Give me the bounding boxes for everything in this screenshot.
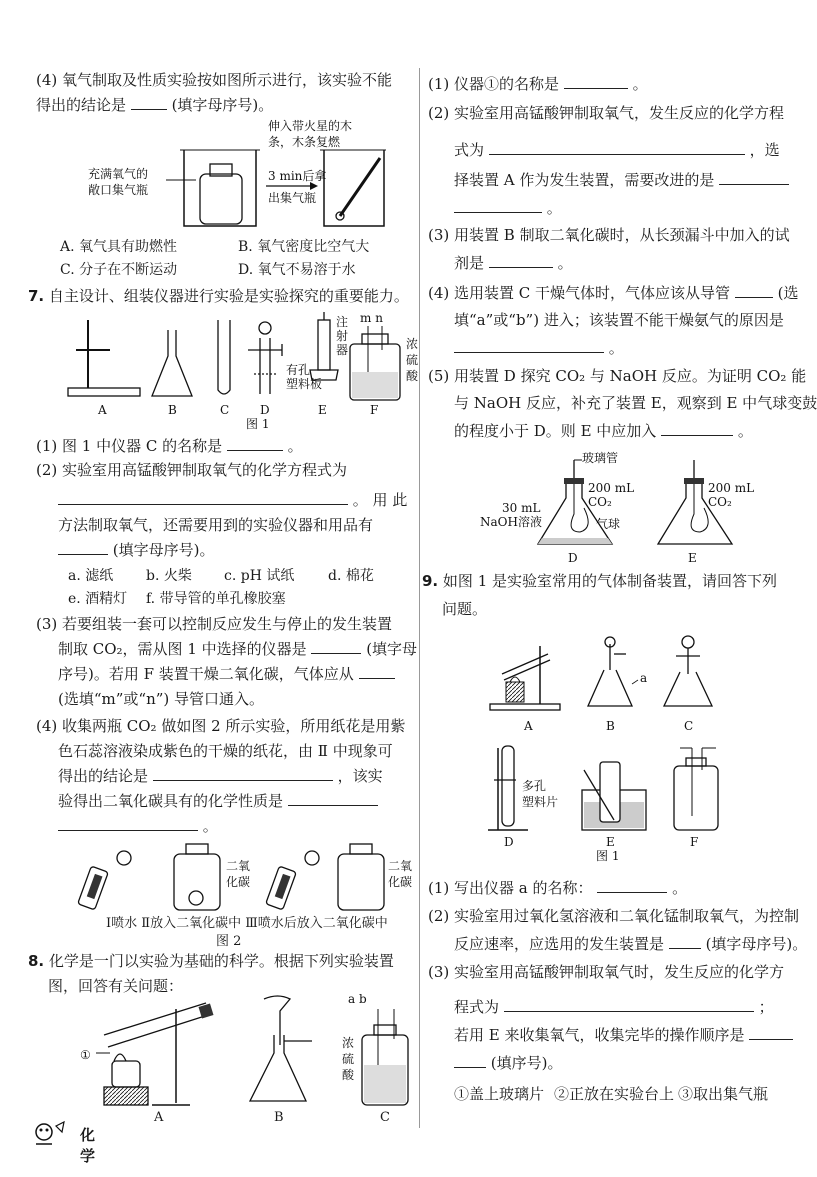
- q7-label-a: A: [98, 403, 107, 417]
- q9-plate1: 多孔: [522, 779, 547, 793]
- q7-d-note2: 塑料板: [286, 377, 323, 391]
- q8-2d: [454, 198, 562, 218]
- q9-3c: [454, 1025, 793, 1045]
- q8-stem2: 图，回答有关问题：: [48, 977, 184, 995]
- q8-2a: (2) 实验室用高锰酸钾制取氧气，发生反应的化学方程: [428, 104, 785, 122]
- q8-4a-text: (4) 选用装置 C 干燥气体时，气体应该从导管: [428, 284, 731, 302]
- q7-label-b: B: [168, 403, 177, 417]
- q8-co2-e: CO₂: [708, 495, 732, 509]
- q8-2c: [454, 170, 789, 190]
- q7-4e-tail: 。: [202, 817, 218, 835]
- q8-ab: a b: [348, 992, 367, 1006]
- q6-option-d: D. 氧气不易溶于水: [238, 262, 356, 278]
- q7-figure-1: [48, 308, 419, 431]
- q8-2b-tail: ，选: [749, 141, 780, 159]
- q7-4c-text: 得出的结论是: [58, 767, 149, 785]
- q8-co2-d: CO₂: [588, 495, 612, 509]
- q8-1-tail: 。: [632, 75, 648, 93]
- q7-fig2-co2b: 化碳: [226, 875, 251, 889]
- q6-4-line2: [36, 95, 273, 115]
- answer-blank[interactable]: [489, 140, 745, 155]
- q7-2c: 方法制取氧气，还需要用到的实验仪器和用品有: [58, 516, 374, 534]
- q8-2c-text: 择装置 A 作为发生装置，需要改进的是: [454, 171, 715, 189]
- q7-fig2-co2b-2: 化碳: [388, 875, 413, 889]
- answer-blank[interactable]: [454, 338, 604, 353]
- q7-3b-tail: (填字母: [366, 640, 418, 658]
- q7-e-note-1: 注: [336, 315, 349, 329]
- q8-acid-2: 硫: [342, 1052, 355, 1066]
- answer-blank[interactable]: [504, 997, 754, 1012]
- q7-3b-text: 制取 CO₂，需从图 1 中选择的仪器是: [58, 640, 307, 658]
- q7-figure-2: [76, 840, 416, 912]
- q6-label-jar2: 敞口集气瓶: [88, 183, 149, 197]
- answer-blank[interactable]: [735, 283, 773, 298]
- q8-5b: 与 NaOH 反应，补充了装置 E，观察到 E 中气球变鼓: [454, 394, 817, 412]
- q9-3d-tail: (填序号)。: [490, 1054, 563, 1072]
- q7-4c-tail: ，该实: [337, 767, 383, 785]
- mascot-logo-icon: [30, 1118, 70, 1148]
- q8-glass-tube: 玻璃管: [582, 451, 619, 465]
- q9-2a: (2) 实验室用过氧化氢溶液和二氧化锰制取氧气，为控制: [428, 907, 800, 925]
- q8-naoh: NaOH溶液: [480, 515, 542, 529]
- q6-arrow-bottom: 出集气瓶: [268, 191, 317, 205]
- q7-fig2-co2a: 二氧: [226, 859, 251, 873]
- q9-3b-text: 程式为: [454, 998, 500, 1016]
- q9-stem2: 问题。: [442, 600, 488, 618]
- q8-2b-text: 式为: [454, 141, 485, 159]
- q9-3-opt-3: ③取出集气瓶: [678, 1085, 769, 1103]
- q9-stem1: [422, 571, 777, 591]
- q9-caption: 图 1: [596, 849, 620, 863]
- answer-blank[interactable]: [58, 816, 198, 831]
- q7-label-d: D: [260, 403, 270, 417]
- q7-2-opt-c: c. pH 试纸: [224, 568, 295, 584]
- q8-label-b: B: [274, 1110, 284, 1125]
- q9-label-a: A: [524, 719, 533, 733]
- q9-3b: [454, 997, 774, 1017]
- answer-blank[interactable]: [131, 95, 167, 110]
- q8-4c: [454, 338, 624, 358]
- q7-f-note: [406, 337, 419, 383]
- q7-d-note1: 有孔: [286, 363, 311, 377]
- q6-label-stick2: 条，木条复燃: [268, 135, 341, 149]
- q6-4-suffix: (填字母序号)。: [171, 96, 274, 114]
- q7-3d: (选填“m”或“n”) 导管口通入。: [58, 690, 265, 708]
- q6-option-b: B. 氧气密度比空气大: [238, 239, 370, 255]
- q9-3a: (3) 实验室用高锰酸钾制取氧气时，发生反应的化学方: [428, 963, 785, 981]
- q7-label-c: C: [220, 403, 230, 417]
- q7-3a: (3) 若要组装一套可以控制反应发生与停止的发生装置: [36, 615, 393, 633]
- q9-label-d: D: [504, 835, 514, 849]
- q7-3c: [58, 664, 395, 684]
- q9-plate2: 塑料片: [522, 795, 559, 809]
- q6-option-a: A. 氧气具有助燃性: [60, 239, 178, 255]
- q7-2a: (2) 实验室用高锰酸钾制取氧气的化学方程式为: [36, 461, 348, 479]
- answer-blank[interactable]: [564, 74, 628, 89]
- q7-2-opt-a: a. 滤纸: [68, 568, 114, 584]
- q8-5a: (5) 用装置 D 探究 CO₂ 与 NaOH 反应。为证明 CO₂ 能: [428, 367, 807, 385]
- q7-1-text: (1) 图 1 中仪器 C 的名称是: [36, 437, 223, 455]
- q7-fig2-caption: 图 2: [216, 934, 242, 949]
- q9-1-text: (1) 写出仪器 a 的名称：: [428, 879, 593, 897]
- q9-3b-tail: ；: [758, 998, 774, 1016]
- q8-v30: 30 mL: [502, 501, 541, 515]
- answer-blank[interactable]: [597, 878, 667, 893]
- q6-option-c: C. 分子在不断运动: [60, 262, 178, 278]
- q8-label-c: C: [380, 1110, 390, 1125]
- q7-2b-tail: 。 用 此: [352, 491, 408, 509]
- q8-3a: (3) 用装置 B 制取二氧化碳时，从长颈漏斗中加入的试: [428, 226, 790, 244]
- q9-stem-text: 如图 1 是实验室常用的气体制备装置，请回答下列: [442, 572, 778, 590]
- q6-4-line1: (4) 氧气制取及性质实验按如图所示进行，该实验不能: [36, 71, 393, 89]
- q7-label-e: E: [318, 403, 327, 417]
- footer-subject: 化学: [80, 1126, 96, 1165]
- q7-4d: [58, 791, 378, 811]
- q8-figure-de: [476, 448, 766, 566]
- q8-2d-tail: 。: [546, 199, 562, 217]
- q7-1-tail: 。: [287, 437, 303, 455]
- q8-5c-text: 的程度小于 D。则 E 中应加入: [454, 422, 657, 440]
- q9-a-label: a: [640, 671, 648, 685]
- q9-1-tail: 。: [672, 879, 688, 897]
- q8-figure-abc: [80, 992, 410, 1115]
- q9-label-f: F: [690, 835, 699, 849]
- q6-arrow-top: 3 min后拿: [268, 169, 327, 183]
- q7-number: 7.: [28, 287, 45, 305]
- q7-2-opt-d: d. 棉花: [328, 568, 374, 584]
- q7-stem-text: 自主设计、组装仪器进行实验是实验探究的重要能力。: [48, 287, 409, 305]
- q9-3-opt-2: ②正放在实验台上: [554, 1085, 675, 1103]
- q7-e-note-3: 器: [336, 343, 349, 357]
- q7-fig2-caption-row: Ⅰ喷水 Ⅱ放入二氧化碳中 Ⅲ喷水后放入二氧化碳中: [106, 916, 388, 931]
- q8-4a: [428, 283, 798, 303]
- q8-5c: [454, 421, 753, 441]
- answer-blank[interactable]: [454, 198, 542, 213]
- answer-blank[interactable]: [311, 639, 361, 654]
- answer-blank[interactable]: [489, 253, 553, 268]
- q8-stem1: [28, 951, 394, 971]
- q8-v200-e: 200 mL: [708, 481, 755, 495]
- q8-3b-tail: 。: [557, 254, 573, 272]
- q7-mn: m n: [360, 311, 383, 325]
- q8-3b-text: 剂是: [454, 254, 485, 272]
- q8-4c-tail: 。: [608, 339, 624, 357]
- q9-2b-tail: (填字母序号)。: [705, 935, 808, 953]
- q7-2-opt-e: e. 酒精灯: [68, 591, 128, 607]
- answer-blank[interactable]: [58, 490, 348, 505]
- q8-2b: [454, 140, 780, 160]
- q7-3b: [58, 639, 417, 659]
- q8-stem-text: 化学是一门以实验为基础的科学。根据下列实验装置: [48, 952, 394, 970]
- q9-number: 9.: [422, 572, 439, 590]
- q8-3b: [454, 253, 573, 273]
- q6-4-prefix: 得出的结论是: [36, 96, 127, 114]
- q8-v200-d: 200 mL: [588, 481, 635, 495]
- q9-2b: [454, 934, 807, 954]
- answer-blank[interactable]: [58, 540, 108, 555]
- q6-label-jar: 充满氧气的: [88, 167, 149, 181]
- q7-4c: [58, 766, 383, 786]
- page-footer: [30, 1118, 96, 1165]
- q7-2d: [58, 540, 215, 560]
- q8-4a-tail: (选: [777, 284, 799, 302]
- q7-3c-text: 序号)。若用 F 装置干燥二氧化碳，气体应从: [58, 665, 354, 683]
- q9-3d: [454, 1053, 563, 1073]
- q9-label-b: B: [606, 719, 615, 733]
- q9-label-c: C: [684, 719, 694, 733]
- answer-blank[interactable]: [454, 1053, 486, 1068]
- column-divider: [419, 68, 420, 1128]
- answer-blank[interactable]: [661, 421, 733, 436]
- q7-1: [36, 436, 303, 456]
- q7-f-note-3: 酸: [406, 369, 419, 383]
- q8-circle1: ①: [80, 1048, 91, 1062]
- q7-label-f: F: [370, 403, 379, 417]
- q8-d-label: D: [568, 551, 578, 565]
- q7-2b: [58, 490, 407, 510]
- q9-3c-text: 若用 E 来收集氧气，收集完毕的操作顺序是: [454, 1026, 745, 1044]
- q8-1-text: (1) 仪器①的名称是: [428, 75, 560, 93]
- q9-label-e: E: [606, 835, 615, 849]
- answer-blank[interactable]: [719, 170, 789, 185]
- q7-2-opt-b: b. 火柴: [146, 568, 192, 584]
- q8-label-a: A: [154, 1110, 164, 1125]
- q8-balloon: 气球: [596, 517, 621, 531]
- q7-2d-tail: (填字母序号)。: [112, 541, 215, 559]
- q6-figure: [88, 118, 388, 233]
- q9-1: [428, 878, 687, 898]
- answer-blank[interactable]: [288, 791, 378, 806]
- q7-fig1-caption: 图 1: [246, 417, 270, 431]
- q8-5c-tail: 。: [737, 422, 753, 440]
- answer-blank[interactable]: [153, 766, 333, 781]
- q8-e-label: E: [688, 551, 697, 565]
- q9-2b-text: 反应速率，应选用的发生装置是: [454, 935, 665, 953]
- q8-acid-1: 浓: [342, 1036, 355, 1050]
- answer-blank[interactable]: [359, 664, 395, 679]
- q7-f-note-2: 硫: [406, 353, 419, 367]
- q7-e-note-2: 射: [336, 329, 349, 343]
- answer-blank[interactable]: [749, 1025, 793, 1040]
- q7-fig2-co2a-2: 二氧: [388, 859, 413, 873]
- q7-4e: [58, 816, 218, 836]
- q7-4a: (4) 收集两瓶 CO₂ 做如图 2 所示实验，所用纸花是用紫: [36, 717, 406, 735]
- answer-blank[interactable]: [669, 934, 701, 949]
- q9-figure: [488, 630, 728, 863]
- q8-4b: 填“a”或“b”) 进入；该装置不能干燥氨气的原因是: [454, 311, 784, 329]
- q6-label-stick1: 伸入带火星的木: [268, 119, 353, 133]
- q7-4b: 色石蕊溶液染成紫色的干燥的纸花，由 Ⅱ 中现象可: [58, 742, 393, 760]
- q7-f-note-1: 浓: [406, 337, 419, 351]
- q8-acid-3: 酸: [342, 1068, 355, 1082]
- answer-blank[interactable]: [227, 436, 283, 451]
- q8-number: 8.: [28, 952, 45, 970]
- q9-3-opt-1: ①盖上玻璃片: [454, 1085, 545, 1103]
- q7-stem: [28, 286, 409, 306]
- q7-2-opt-f: f. 带导管的单孔橡胶塞: [146, 591, 286, 607]
- q8-1: [428, 74, 648, 94]
- q7-4d-text: 验得出二氧化碳具有的化学性质是: [58, 792, 284, 810]
